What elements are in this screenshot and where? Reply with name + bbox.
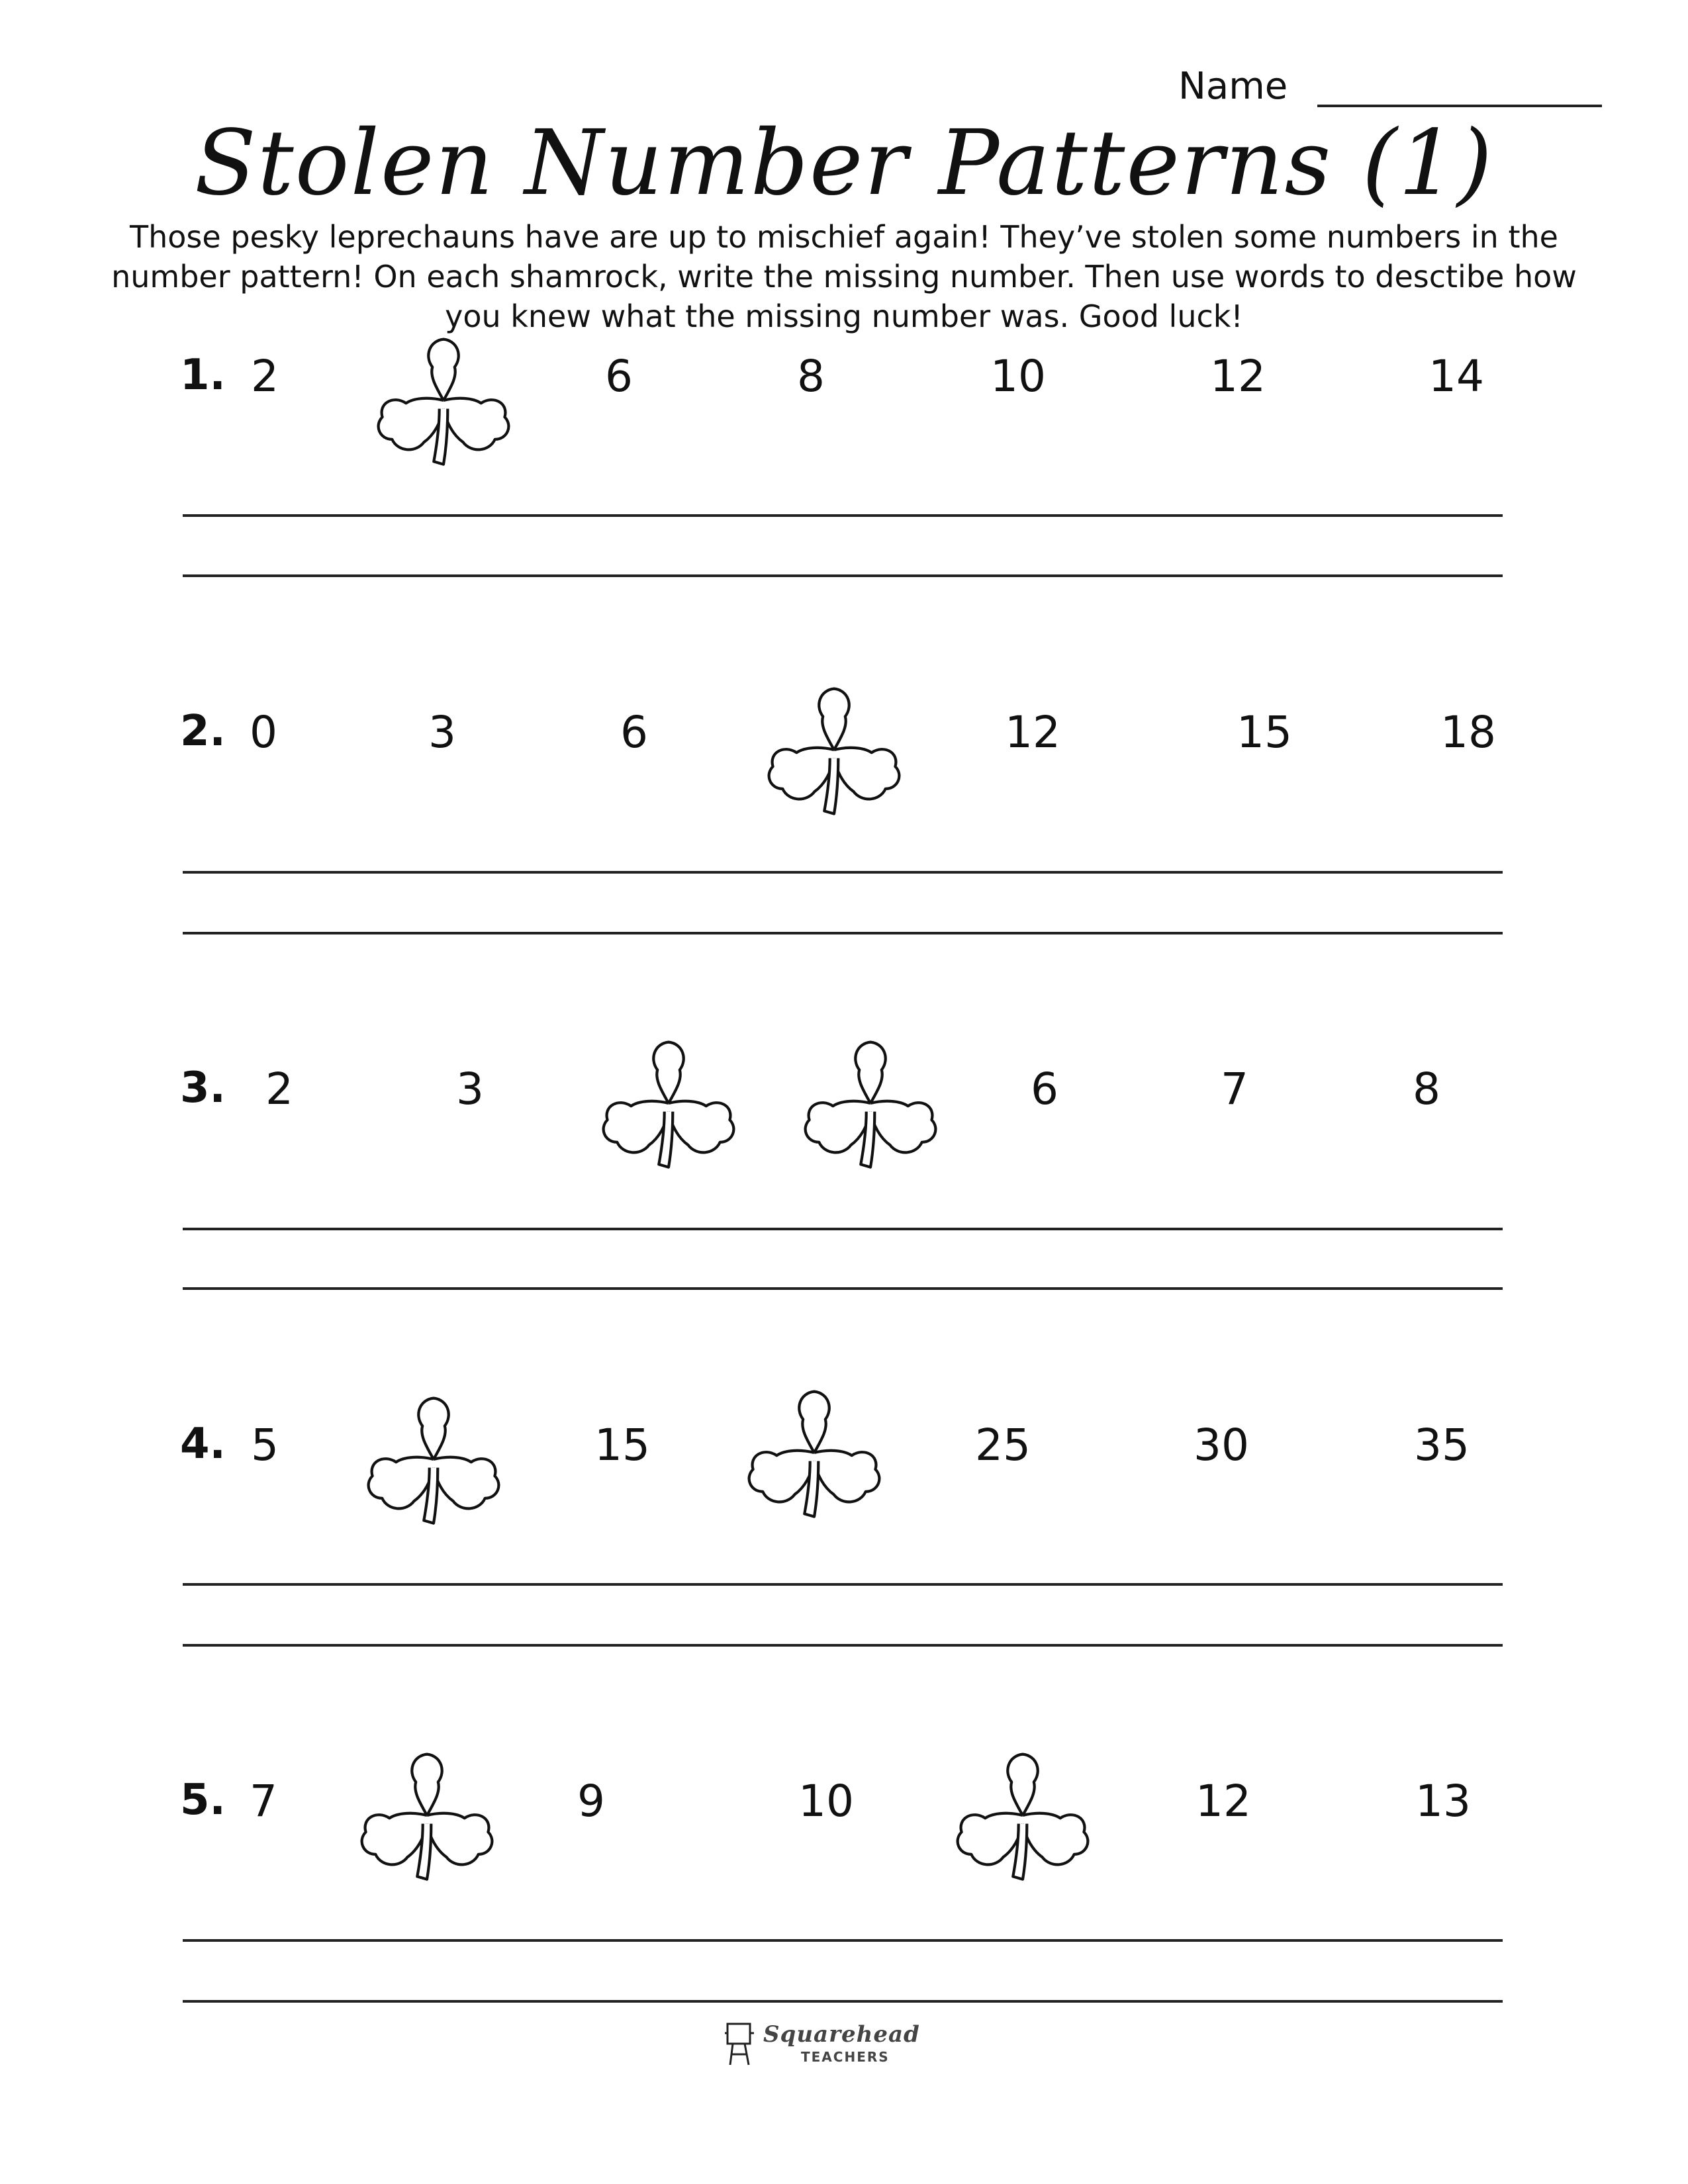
pattern-value: 12 <box>1005 707 1060 758</box>
answer-line[interactable] <box>183 1228 1503 1230</box>
answer-line[interactable] <box>183 1287 1503 1290</box>
pattern-value: 0 <box>250 707 277 758</box>
pattern-value: 7 <box>1221 1064 1248 1115</box>
pattern-value: 6 <box>605 351 633 402</box>
pattern-value: 14 <box>1429 351 1484 402</box>
problem-number: 1. <box>180 351 226 400</box>
pattern-value: 12 <box>1210 351 1266 402</box>
pattern-value: 18 <box>1440 707 1496 758</box>
answer-line[interactable] <box>183 2000 1503 2003</box>
pattern-value: 6 <box>1031 1064 1058 1115</box>
problem-number: 3. <box>180 1064 226 1113</box>
pattern-value: 10 <box>798 1776 854 1827</box>
pattern-value: 12 <box>1196 1776 1251 1827</box>
pattern-value: 2 <box>251 351 279 402</box>
shamrock-icon[interactable] <box>953 1746 1092 1885</box>
pattern-value: 3 <box>428 707 456 758</box>
problem-number: 2. <box>180 707 226 756</box>
pattern-value: 9 <box>577 1776 605 1827</box>
instructions: Those pesky leprechauns have are up to mischief again! They’ve stolen some numbers in the number pattern! On each shamrock, write the missing number. Then use words to desctibe how you knew what the missing number was. Good luck! <box>111 219 1577 334</box>
logo-subtext: TEACHERS <box>801 2049 890 2065</box>
squarehead-teachers-logo <box>718 2019 943 2078</box>
pattern-value: 13 <box>1415 1776 1471 1827</box>
pattern-value: 7 <box>250 1776 277 1827</box>
shamrock-icon[interactable] <box>765 680 904 819</box>
pattern-value: 2 <box>265 1064 293 1115</box>
problem-number: 5. <box>180 1776 226 1825</box>
page-title: Stolen Number Patterns (1) <box>194 111 1494 216</box>
shamrock-icon[interactable] <box>745 1383 884 1522</box>
pattern-value: 15 <box>594 1420 650 1471</box>
shamrock-icon[interactable] <box>364 1390 503 1529</box>
pattern-value: 35 <box>1414 1420 1470 1471</box>
problem-number: 4. <box>180 1420 226 1469</box>
answer-line[interactable] <box>183 1939 1503 1942</box>
shamrock-icon[interactable] <box>599 1034 738 1173</box>
answer-line[interactable] <box>183 574 1503 577</box>
answer-line[interactable] <box>183 871 1503 874</box>
pattern-value: 8 <box>1413 1064 1440 1115</box>
shamrock-icon[interactable] <box>357 1746 496 1885</box>
shamrock-icon[interactable] <box>801 1034 940 1173</box>
pattern-value: 25 <box>975 1420 1031 1471</box>
answer-line[interactable] <box>183 514 1503 517</box>
pattern-value: 6 <box>620 707 648 758</box>
pattern-value: 30 <box>1194 1420 1249 1471</box>
shamrock-icon[interactable] <box>374 331 513 470</box>
answer-line[interactable] <box>183 1644 1503 1647</box>
pattern-value: 10 <box>990 351 1046 402</box>
pattern-value: 3 <box>456 1064 484 1115</box>
name-line[interactable] <box>1317 105 1602 107</box>
logo-text: Squarehead <box>763 2021 920 2048</box>
pattern-value: 15 <box>1237 707 1292 758</box>
pattern-value: 5 <box>251 1420 279 1471</box>
pattern-value: 8 <box>797 351 825 402</box>
name-label: Name <box>1178 65 1288 108</box>
answer-line[interactable] <box>183 1583 1503 1586</box>
answer-line[interactable] <box>183 932 1503 934</box>
